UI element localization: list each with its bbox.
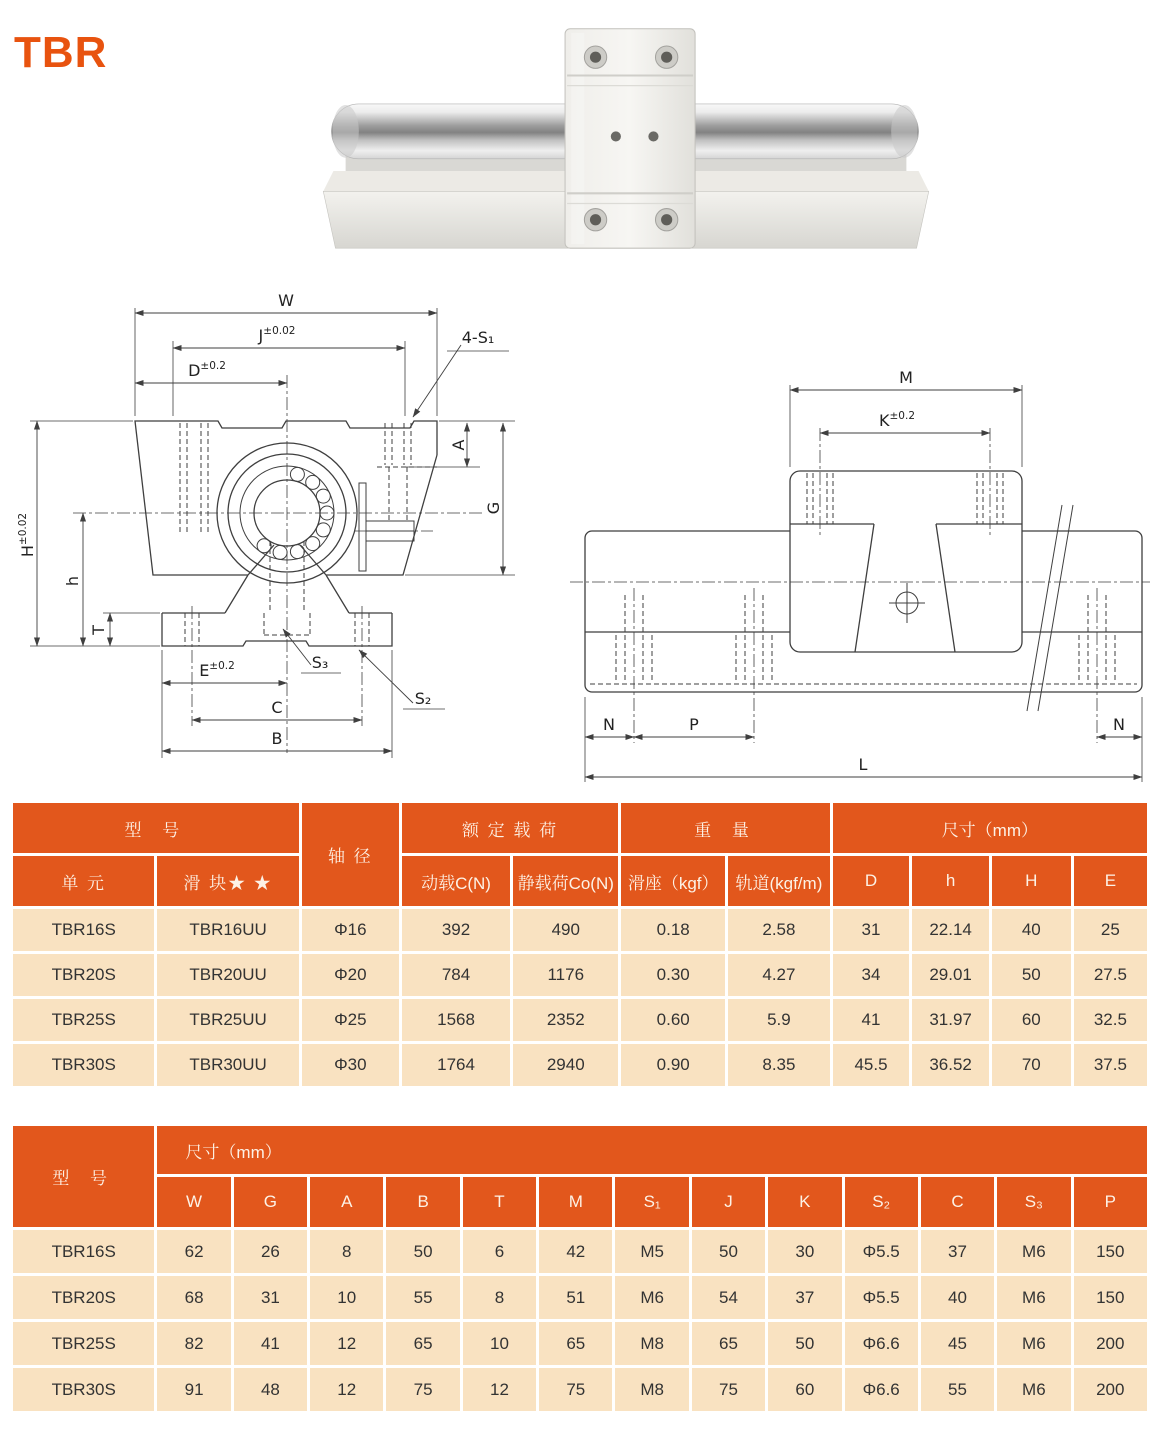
header-rated-load-group: 额 定 载 荷 [400, 802, 619, 855]
model-cell: TBR25S [12, 998, 156, 1043]
header-dimensions-group: 尺寸（mm） [831, 802, 1148, 855]
value-cell: 12 [309, 1321, 385, 1367]
value-cell: Φ30 [300, 1043, 400, 1088]
dim-label-l: L [858, 755, 868, 774]
value-cell: 41 [232, 1321, 308, 1367]
value-cell: TBR20UU [156, 953, 300, 998]
value-cell: 37 [919, 1229, 995, 1275]
value-cell: 50 [690, 1229, 766, 1275]
header-dim-s1: S₁ [614, 1176, 690, 1229]
value-cell: Φ16 [300, 908, 400, 953]
value-cell: 82 [156, 1321, 232, 1367]
value-cell: 75 [385, 1367, 461, 1413]
dim-label-j: $J^{\pm 0.02}$ [258, 325, 296, 345]
value-cell: 45 [919, 1321, 995, 1367]
value-cell: 0.90 [620, 1043, 727, 1088]
dim-label-s1: 4-S₁ [461, 328, 495, 347]
value-cell: 12 [309, 1367, 385, 1413]
value-cell: Φ6.6 [843, 1321, 919, 1367]
value-cell: 75 [690, 1367, 766, 1413]
value-cell: M6 [614, 1275, 690, 1321]
value-cell: 62 [156, 1229, 232, 1275]
break-lines [1027, 505, 1073, 711]
model-cell: TBR30S [12, 1367, 156, 1413]
header-dim-e: E [1072, 855, 1148, 908]
value-cell: M6 [996, 1367, 1072, 1413]
value-cell: 25 [1072, 908, 1148, 953]
header-dimensions-group: 尺寸（mm） [156, 1125, 1149, 1176]
value-cell: 36.52 [911, 1043, 991, 1088]
header-dim-a: A [309, 1176, 385, 1229]
value-cell: 490 [512, 908, 620, 953]
product-photo-illustration [305, 18, 945, 263]
dim-label-n-right: N [1113, 715, 1125, 734]
value-cell: 12 [461, 1367, 537, 1413]
model-cell: TBR16S [12, 908, 156, 953]
value-cell: 29.01 [911, 953, 991, 998]
value-cell: Φ5.5 [843, 1229, 919, 1275]
value-cell: 8.35 [727, 1043, 832, 1088]
header-dim-p: P [1072, 1176, 1148, 1229]
value-cell: 40 [919, 1275, 995, 1321]
dim-label-k: $K^{\pm 0.2}$ [879, 410, 915, 430]
header-dim-d: D [831, 855, 911, 908]
spec-table-dimensions [10, 1123, 1150, 1414]
value-cell: 10 [461, 1321, 537, 1367]
header-static-load: 静载荷Co(N) [512, 855, 620, 908]
value-cell: Φ5.5 [843, 1275, 919, 1321]
header-weight-group: 重 量 [620, 802, 831, 855]
dim-label-c: C [271, 698, 283, 717]
shaft-end-left [332, 105, 358, 158]
value-cell: 50 [990, 953, 1072, 998]
header-slider: 滑 块★ ★ [156, 855, 300, 908]
dim-label-s2: S₂ [414, 689, 432, 708]
header-model-group: 型 号 [12, 1125, 156, 1229]
value-cell: 30 [767, 1229, 843, 1275]
model-cell: TBR20S [12, 1275, 156, 1321]
value-cell: 37.5 [1072, 1043, 1148, 1088]
extension-lines [30, 308, 515, 758]
value-cell: 26 [232, 1229, 308, 1275]
value-cell: M5 [614, 1229, 690, 1275]
dim-label-b: B [271, 729, 283, 748]
value-cell: 68 [156, 1275, 232, 1321]
side-view-diagram [565, 283, 1155, 783]
slide-block-highlight [571, 33, 584, 244]
value-cell: 0.30 [620, 953, 727, 998]
value-cell: Φ20 [300, 953, 400, 998]
value-cell: 784 [400, 953, 511, 998]
front-view-diagram [15, 283, 560, 783]
value-cell: 8 [309, 1229, 385, 1275]
value-cell: 200 [1072, 1321, 1148, 1367]
dim-label-w: W [278, 291, 294, 310]
value-cell: M6 [996, 1321, 1072, 1367]
value-cell: 150 [1072, 1275, 1148, 1321]
model-cell: TBR16S [12, 1229, 156, 1275]
table-row [12, 953, 1149, 998]
header-dim-j: J [690, 1176, 766, 1229]
header-unit: 单 元 [12, 855, 156, 908]
value-cell: 0.18 [620, 908, 727, 953]
value-cell: 50 [385, 1229, 461, 1275]
page-title: TBR [14, 28, 108, 77]
value-cell: 1176 [512, 953, 620, 998]
value-cell: 5.9 [727, 998, 832, 1043]
value-cell: TBR30UU [156, 1043, 300, 1088]
dim-label-d: $D^{\pm 0.2}$ [188, 360, 226, 380]
dim-label-e: $E^{\pm 0.2}$ [199, 660, 235, 680]
dim-label-a: A [449, 439, 468, 451]
value-cell: 0.60 [620, 998, 727, 1043]
header-dim-c: C [919, 1176, 995, 1229]
dim-label-n-left: N [603, 715, 615, 734]
value-cell: 40 [990, 908, 1072, 953]
value-cell: 32.5 [1072, 998, 1148, 1043]
value-cell: Φ25 [300, 998, 400, 1043]
table-row [12, 1321, 1149, 1367]
dimension-lines [37, 313, 509, 751]
dim-label-g: G [484, 501, 503, 515]
value-cell: M8 [614, 1367, 690, 1413]
header-dim-h: h [911, 855, 991, 908]
set-screw [355, 483, 433, 571]
value-cell: 65 [385, 1321, 461, 1367]
value-cell: 75 [538, 1367, 614, 1413]
header-dim-k: K [767, 1176, 843, 1229]
side-view-drawing [565, 283, 1155, 783]
header-model-group: 型 号 [12, 802, 301, 855]
value-cell: 2352 [512, 998, 620, 1043]
value-cell: 22.14 [911, 908, 991, 953]
header-dim-m: M [538, 1176, 614, 1229]
value-cell: 48 [232, 1367, 308, 1413]
value-cell: 4.27 [727, 953, 832, 998]
value-cell: 70 [990, 1043, 1072, 1088]
value-cell: TBR16UU [156, 908, 300, 953]
value-cell: 1764 [400, 1043, 511, 1088]
value-cell: 6 [461, 1229, 537, 1275]
value-cell: 91 [156, 1367, 232, 1413]
shaft-end-right [891, 105, 917, 158]
value-cell: 41 [831, 998, 911, 1043]
dim-label-m: M [899, 368, 913, 387]
value-cell: 60 [767, 1367, 843, 1413]
value-cell: 55 [385, 1275, 461, 1321]
value-cell: 65 [538, 1321, 614, 1367]
value-cell: 2.58 [727, 908, 832, 953]
value-cell: 392 [400, 908, 511, 953]
value-cell: M6 [996, 1275, 1072, 1321]
bearing-balls [257, 467, 334, 559]
value-cell: 31 [831, 908, 911, 953]
value-cell: 150 [1072, 1229, 1148, 1275]
dim-label-p: P [689, 715, 699, 734]
table-row [12, 1043, 1149, 1088]
model-cell: TBR25S [12, 1321, 156, 1367]
value-cell: 10 [309, 1275, 385, 1321]
value-cell: 45.5 [831, 1043, 911, 1088]
header-dim-w: W [156, 1176, 232, 1229]
table-row [12, 1275, 1149, 1321]
header-dim-s2: S₂ [843, 1176, 919, 1229]
header-dim-hcap: H [990, 855, 1072, 908]
value-cell: 60 [990, 998, 1072, 1043]
spec-table-load-weight [10, 800, 1150, 1089]
table-row [12, 998, 1149, 1043]
dim-label-hcap: $H^{\pm 0.02}$ [17, 512, 37, 558]
table-row [12, 1229, 1149, 1275]
value-cell: 27.5 [1072, 953, 1148, 998]
header-dim-s3: S₃ [996, 1176, 1072, 1229]
header-dim-t: T [461, 1176, 537, 1229]
table-row [12, 908, 1149, 953]
value-cell: Φ6.6 [843, 1367, 919, 1413]
front-view-drawing [15, 283, 560, 783]
value-cell: 42 [538, 1229, 614, 1275]
value-cell: 54 [690, 1275, 766, 1321]
value-cell: 8 [461, 1275, 537, 1321]
value-cell: 55 [919, 1367, 995, 1413]
value-cell: M6 [996, 1229, 1072, 1275]
value-cell: 65 [690, 1321, 766, 1367]
value-cell: 31.97 [911, 998, 991, 1043]
value-cell: 50 [767, 1321, 843, 1367]
slide-block-outline [790, 471, 1022, 652]
header-carriage-weight: 滑座（kgf） [620, 855, 727, 908]
value-cell: 31 [232, 1275, 308, 1321]
header-dim-b: B [385, 1176, 461, 1229]
value-cell: 34 [831, 953, 911, 998]
bearing-block-outline [135, 421, 437, 646]
header-shaft-diameter: 轴 径 [300, 802, 400, 908]
table-row [12, 1367, 1149, 1413]
value-cell: 51 [538, 1275, 614, 1321]
header-rail-weight: 轨道(kgf/m) [727, 855, 832, 908]
header-dynamic-load: 动载C(N) [400, 855, 511, 908]
product-photo [305, 18, 945, 263]
value-cell: 2940 [512, 1043, 620, 1088]
dim-label-h: h [63, 575, 82, 587]
value-cell: TBR25UU [156, 998, 300, 1043]
model-cell: TBR20S [12, 953, 156, 998]
dim-label-s3: S₃ [311, 653, 329, 672]
value-cell: 37 [767, 1275, 843, 1321]
value-cell: M8 [614, 1321, 690, 1367]
header-dim-g: G [232, 1176, 308, 1229]
value-cell: 1568 [400, 998, 511, 1043]
value-cell: 200 [1072, 1367, 1148, 1413]
dim-label-t: T [89, 625, 108, 635]
model-cell: TBR30S [12, 1043, 156, 1088]
